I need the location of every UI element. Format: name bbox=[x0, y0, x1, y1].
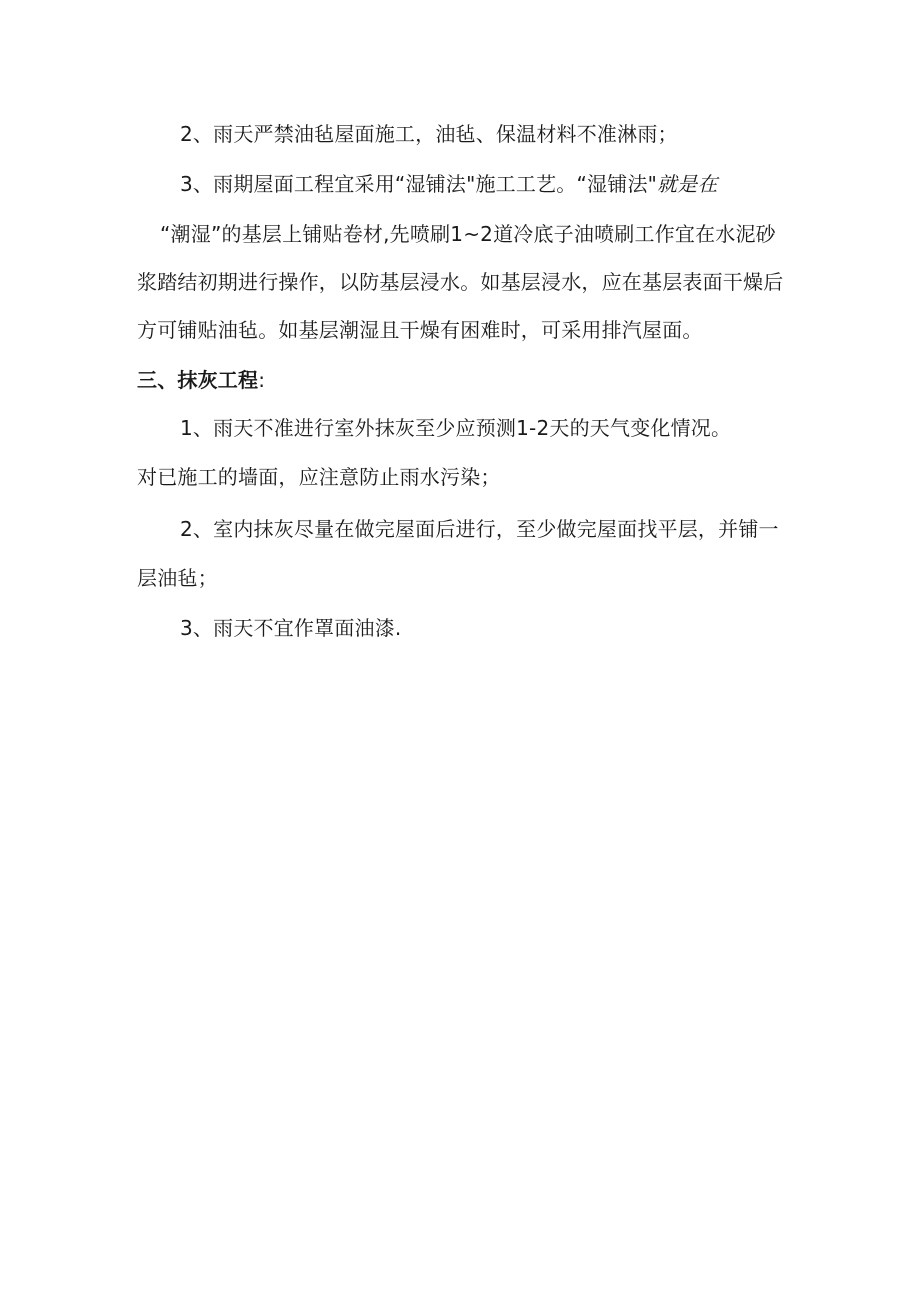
plaster-item-2-line-1: 2、室内抹灰尽量在做完屋面后进行，至少做完屋面找平层，并铺一 bbox=[180, 517, 779, 541]
paragraph-item-2: 2、雨天严禁油毡屋面施工，油毡、保温材料不准淋雨； bbox=[180, 122, 678, 146]
paragraph-item-3-line-4: 方可铺贴油毡。如基层潮湿且干燥有困难时，可采用排汽屋面。 bbox=[137, 318, 703, 342]
plaster-item-3: 3、雨天不宜作罩面油漆. bbox=[180, 616, 402, 640]
section-heading-colon: : bbox=[258, 368, 266, 392]
plaster-item-2-line-2: 层油毡； bbox=[137, 566, 218, 590]
paragraph-item-3-line-1 bbox=[180, 170, 718, 198]
item-3-line-1-text: 3、雨期屋面工程宜采用“湿铺法"施工工艺。“湿铺法" bbox=[180, 172, 658, 196]
paragraph-item-3-line-2: “潮湿”的基层上铺贴卷材,先喷刷1~2道冷底子油喷刷工作宜在水泥砂 bbox=[160, 222, 776, 246]
plaster-item-1-line-1: 1、雨天不准进行室外抹灰至少应预测1-2天的天气变化情况。 bbox=[180, 416, 732, 440]
plaster-item-1-line-2: 对已施工的墙面，应注意防止雨水污染； bbox=[137, 465, 501, 489]
item-3-line-1-italic-text: 就是在 bbox=[657, 172, 718, 196]
section-heading-plastering bbox=[137, 366, 265, 394]
section-heading-text: 三、抹灰工程 bbox=[137, 368, 259, 392]
paragraph-item-3-line-3: 浆踏结初期进行操作，以防基层浸水。如基层浸水，应在基层表面干燥后 bbox=[137, 270, 784, 294]
